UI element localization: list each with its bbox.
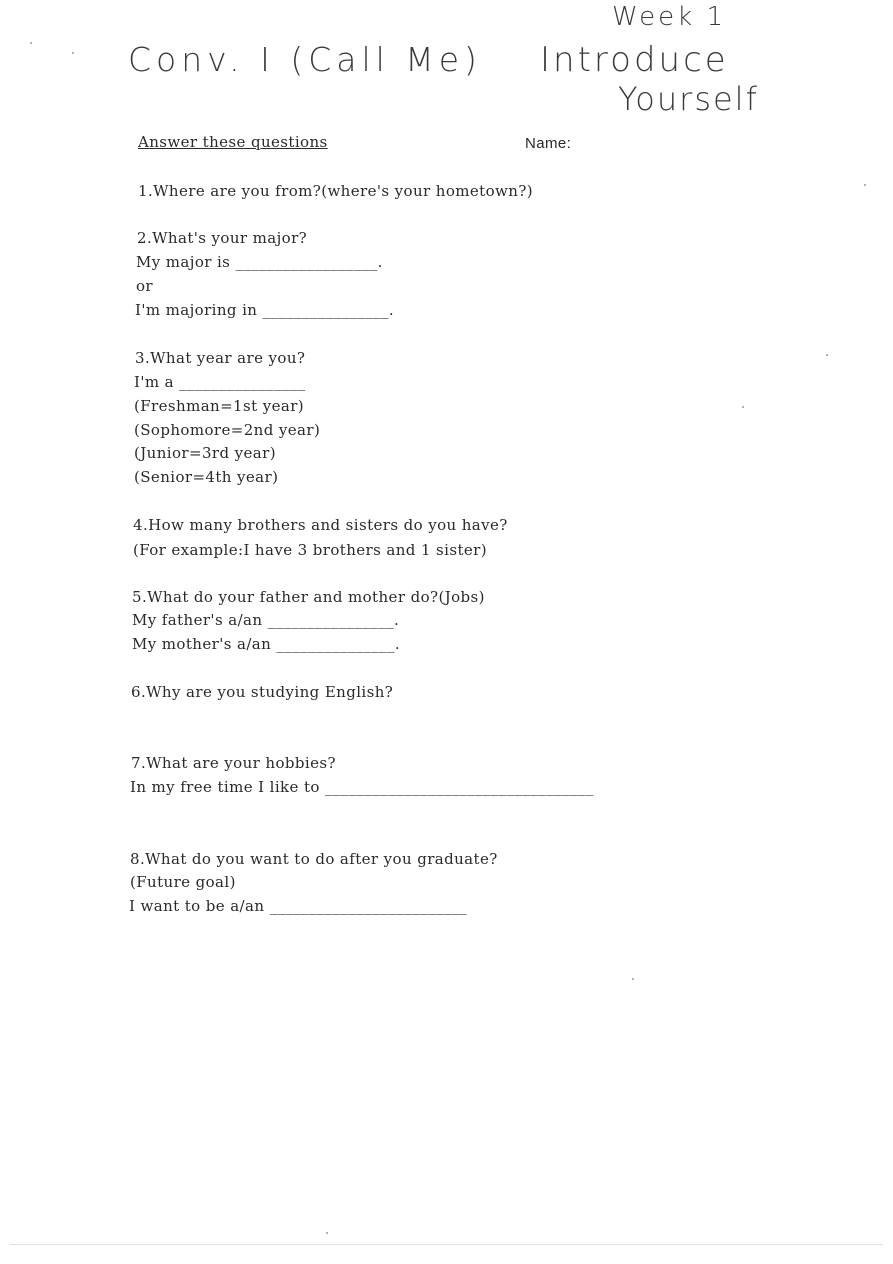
answer-2-or: or bbox=[136, 277, 154, 295]
scan-speck bbox=[864, 184, 866, 186]
question-8: 8.What do you want to do after you graduate? bbox=[130, 850, 498, 868]
answer-3: I'm a ________________ bbox=[134, 373, 306, 391]
scan-speck bbox=[742, 406, 744, 408]
handwritten-topic-yourself: Yourself bbox=[618, 80, 759, 118]
scan-speck bbox=[326, 1232, 328, 1234]
question-4: 4.How many brothers and sisters do you have? bbox=[133, 516, 508, 534]
note-8: (Future goal) bbox=[130, 873, 236, 891]
question-7: 7.What are your hobbies? bbox=[131, 754, 336, 772]
instruction-heading: Answer these questions bbox=[138, 133, 328, 151]
option-freshman: (Freshman=1st year) bbox=[134, 397, 305, 415]
question-6: 6.Why are you studying English? bbox=[131, 683, 394, 701]
handwritten-topic-introduce: Introduce bbox=[540, 40, 729, 80]
scan-speck bbox=[826, 354, 828, 356]
scan-speck bbox=[72, 52, 74, 54]
answer-2b: I'm majoring in ________________. bbox=[135, 301, 395, 319]
option-junior: (Junior=3rd year) bbox=[134, 444, 276, 462]
scan-speck bbox=[632, 978, 634, 980]
name-label: Name: bbox=[525, 135, 572, 152]
option-senior: (Senior=4th year) bbox=[134, 468, 279, 486]
answer-5-father: My father's a/an ________________. bbox=[132, 611, 400, 629]
question-3: 3.What year are you? bbox=[135, 349, 306, 367]
question-2: 2.What's your major? bbox=[137, 229, 308, 247]
question-1: 1.Where are you from?(where's your hometown?) bbox=[138, 182, 534, 200]
page-bottom-edge bbox=[10, 1244, 883, 1245]
answer-5-mother: My mother's a/an _______________. bbox=[132, 635, 401, 653]
question-5: 5.What do your father and mother do?(Jobs) bbox=[132, 588, 485, 606]
answer-8: I want to be a/an _________________________ bbox=[129, 897, 468, 915]
handwritten-week: Week 1 bbox=[612, 2, 727, 32]
answer-7: In my free time I like to __________________________________ bbox=[130, 778, 594, 796]
option-sophomore: (Sophomore=2nd year) bbox=[134, 421, 321, 439]
scan-speck bbox=[30, 42, 32, 44]
handwritten-course-title: Conv. I (Call Me) bbox=[128, 40, 482, 79]
answer-2a: My major is __________________. bbox=[136, 253, 383, 271]
example-4: (For example:I have 3 brothers and 1 sister) bbox=[133, 541, 487, 559]
